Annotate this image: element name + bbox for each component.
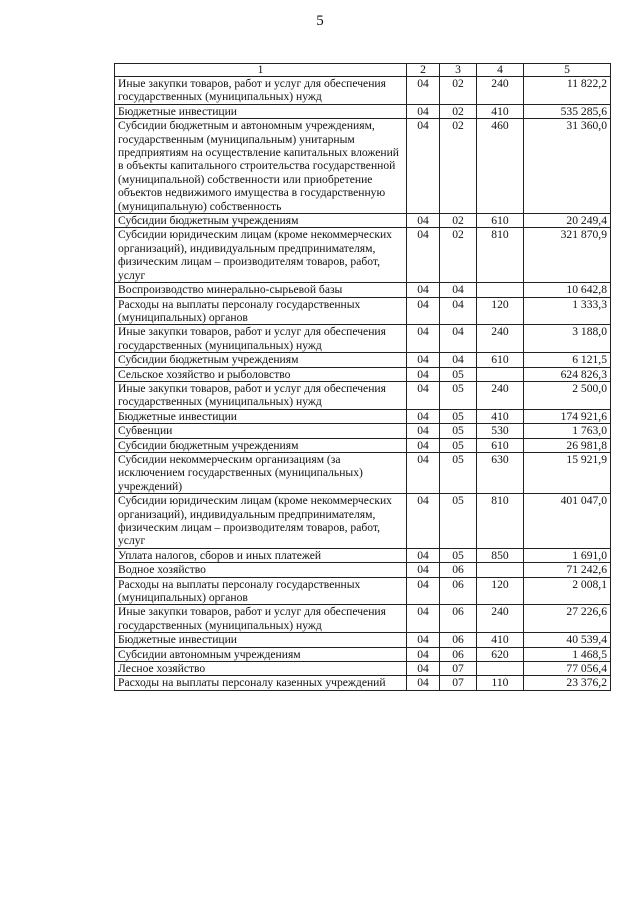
- row-amount-cell: 624 826,3: [524, 367, 611, 381]
- table-row: [115, 548, 611, 562]
- row-amount-cell: 11 822,2: [524, 77, 611, 105]
- table-row: [115, 647, 611, 661]
- row-subsection-cell: 05: [440, 438, 477, 452]
- table-row: [115, 104, 611, 118]
- table-row: [115, 297, 611, 325]
- row-subsection-cell: 06: [440, 605, 477, 633]
- row-subsection-cell: 04: [440, 297, 477, 325]
- row-expense-type-cell: 850: [477, 548, 524, 562]
- row-expense-type-cell: 530: [477, 424, 524, 438]
- row-amount-cell: 6 121,5: [524, 353, 611, 367]
- row-subsection-cell: 02: [440, 119, 477, 214]
- row-expense-type-cell: 120: [477, 297, 524, 325]
- page-number: 5: [316, 13, 324, 29]
- row-expense-type-cell: 810: [477, 228, 524, 283]
- row-section-cell: 04: [407, 676, 440, 690]
- row-section-cell: 04: [407, 647, 440, 661]
- row-subsection-cell: 02: [440, 104, 477, 118]
- table-row: [115, 353, 611, 367]
- budget-table: [114, 63, 611, 691]
- row-expense-type-cell: 620: [477, 647, 524, 661]
- table-row: [115, 283, 611, 297]
- row-expense-type-cell: 630: [477, 452, 524, 493]
- row-name-cell: Сельское хозяйство и рыболовство: [115, 367, 407, 381]
- row-subsection-cell: 05: [440, 367, 477, 381]
- row-name-cell: Водное хозяйство: [115, 563, 407, 577]
- row-name-cell: Воспроизводство минерально-сырьевой базы: [115, 283, 407, 297]
- row-subsection-cell: 05: [440, 381, 477, 409]
- row-amount-cell: 2 008,1: [524, 577, 611, 605]
- row-expense-type-cell: 460: [477, 119, 524, 214]
- table-row: [115, 633, 611, 647]
- row-subsection-cell: 04: [440, 353, 477, 367]
- row-section-cell: 04: [407, 367, 440, 381]
- row-subsection-cell: 06: [440, 633, 477, 647]
- row-amount-cell: 20 249,4: [524, 214, 611, 228]
- column-header-expense-type: 4: [477, 64, 524, 77]
- row-amount-cell: 27 226,6: [524, 605, 611, 633]
- row-expense-type-cell: 120: [477, 577, 524, 605]
- row-amount-cell: 10 642,8: [524, 283, 611, 297]
- row-section-cell: 04: [407, 662, 440, 676]
- row-amount-cell: 321 870,9: [524, 228, 611, 283]
- row-expense-type-cell: 240: [477, 325, 524, 353]
- row-amount-cell: 1 333,3: [524, 297, 611, 325]
- row-name-cell: Бюджетные инвестиции: [115, 633, 407, 647]
- table-row: [115, 494, 611, 549]
- row-name-cell: Субсидии бюджетным учреждениям: [115, 214, 407, 228]
- row-name-cell: Иные закупки товаров, работ и услуг для обеспечения государственных (муниципальных) нужд: [115, 77, 407, 105]
- row-expense-type-cell: 610: [477, 214, 524, 228]
- row-name-cell: Иные закупки товаров, работ и услуг для обеспечения государственных (муниципальных) нужд: [115, 381, 407, 409]
- row-expense-type-cell: [477, 563, 524, 577]
- row-expense-type-cell: 410: [477, 104, 524, 118]
- row-name-cell: Иные закупки товаров, работ и услуг для обеспечения государственных (муниципальных) нужд: [115, 325, 407, 353]
- row-expense-type-cell: [477, 662, 524, 676]
- row-section-cell: 04: [407, 409, 440, 423]
- row-section-cell: 04: [407, 381, 440, 409]
- row-section-cell: 04: [407, 605, 440, 633]
- row-name-cell: Субсидии юридическим лицам (кроме некоммерческих организаций), индивидуальным предпринимателям, физическим лицам – производителям товаров, работ, услуг: [115, 228, 407, 283]
- table-row: [115, 452, 611, 493]
- column-header-subsection: 3: [440, 64, 477, 77]
- row-section-cell: 04: [407, 563, 440, 577]
- row-amount-cell: 1 691,0: [524, 548, 611, 562]
- row-expense-type-cell: 810: [477, 494, 524, 549]
- row-name-cell: Субвенции: [115, 424, 407, 438]
- row-name-cell: Расходы на выплаты персоналу государственных (муниципальных) органов: [115, 297, 407, 325]
- table-body: [115, 77, 611, 691]
- row-amount-cell: 31 360,0: [524, 119, 611, 214]
- row-section-cell: 04: [407, 77, 440, 105]
- table-row: [115, 325, 611, 353]
- row-name-cell: Иные закупки товаров, работ и услуг для обеспечения государственных (муниципальных) нужд: [115, 605, 407, 633]
- row-name-cell: Субсидии юридическим лицам (кроме некоммерческих организаций), индивидуальным предпринимателям, физическим лицам – производителям товаров, работ, услуг: [115, 494, 407, 549]
- table-row: [115, 676, 611, 690]
- row-section-cell: 04: [407, 297, 440, 325]
- row-name-cell: Субсидии автономным учреждениям: [115, 647, 407, 661]
- row-name-cell: Бюджетные инвестиции: [115, 104, 407, 118]
- table-row: [115, 119, 611, 214]
- row-expense-type-cell: 240: [477, 77, 524, 105]
- row-section-cell: 04: [407, 548, 440, 562]
- row-amount-cell: 40 539,4: [524, 633, 611, 647]
- row-expense-type-cell: [477, 367, 524, 381]
- row-section-cell: 04: [407, 577, 440, 605]
- column-header-amount: 5: [524, 64, 611, 77]
- row-name-cell: Расходы на выплаты персоналу государственных (муниципальных) органов: [115, 577, 407, 605]
- row-section-cell: 04: [407, 214, 440, 228]
- row-amount-cell: 26 981,8: [524, 438, 611, 452]
- row-amount-cell: 23 376,2: [524, 676, 611, 690]
- table-row: [115, 77, 611, 105]
- row-section-cell: 04: [407, 283, 440, 297]
- row-expense-type-cell: 410: [477, 633, 524, 647]
- row-section-cell: 04: [407, 104, 440, 118]
- row-subsection-cell: 02: [440, 228, 477, 283]
- table-row: [115, 662, 611, 676]
- table-row: [115, 563, 611, 577]
- row-amount-cell: 401 047,0: [524, 494, 611, 549]
- row-name-cell: Уплата налогов, сборов и иных платежей: [115, 548, 407, 562]
- row-section-cell: 04: [407, 438, 440, 452]
- table-row: [115, 228, 611, 283]
- row-amount-cell: 2 500,0: [524, 381, 611, 409]
- table-row: [115, 367, 611, 381]
- table-row: [115, 409, 611, 423]
- row-name-cell: Бюджетные инвестиции: [115, 409, 407, 423]
- row-name-cell: Субсидии бюджетным учреждениям: [115, 353, 407, 367]
- column-header-name: 1: [115, 64, 407, 77]
- row-subsection-cell: 05: [440, 548, 477, 562]
- row-section-cell: 04: [407, 325, 440, 353]
- row-subsection-cell: 05: [440, 424, 477, 438]
- row-subsection-cell: 06: [440, 647, 477, 661]
- row-expense-type-cell: 110: [477, 676, 524, 690]
- row-subsection-cell: 05: [440, 409, 477, 423]
- table-row: [115, 214, 611, 228]
- row-name-cell: Лесное хозяйство: [115, 662, 407, 676]
- row-expense-type-cell: [477, 283, 524, 297]
- row-amount-cell: 174 921,6: [524, 409, 611, 423]
- header-row: [115, 64, 611, 77]
- row-section-cell: 04: [407, 424, 440, 438]
- row-amount-cell: 77 056,4: [524, 662, 611, 676]
- row-section-cell: 04: [407, 119, 440, 214]
- row-amount-cell: 71 242,6: [524, 563, 611, 577]
- row-subsection-cell: 06: [440, 577, 477, 605]
- row-subsection-cell: 04: [440, 325, 477, 353]
- row-section-cell: 04: [407, 494, 440, 549]
- row-section-cell: 04: [407, 353, 440, 367]
- table-row: [115, 381, 611, 409]
- row-amount-cell: 1 468,5: [524, 647, 611, 661]
- row-name-cell: Субсидии некоммерческим организациям (за исключением государственных (муниципальных) учреждений): [115, 452, 407, 493]
- row-expense-type-cell: 610: [477, 438, 524, 452]
- row-amount-cell: 535 285,6: [524, 104, 611, 118]
- row-subsection-cell: 05: [440, 452, 477, 493]
- row-name-cell: Расходы на выплаты персоналу казенных учреждений: [115, 676, 407, 690]
- row-expense-type-cell: 610: [477, 353, 524, 367]
- table-row: [115, 438, 611, 452]
- row-amount-cell: 1 763,0: [524, 424, 611, 438]
- table-row: [115, 577, 611, 605]
- row-subsection-cell: 07: [440, 662, 477, 676]
- table-header: [115, 64, 611, 77]
- row-subsection-cell: 02: [440, 77, 477, 105]
- row-subsection-cell: 02: [440, 214, 477, 228]
- table-row: [115, 605, 611, 633]
- row-subsection-cell: 05: [440, 494, 477, 549]
- row-subsection-cell: 04: [440, 283, 477, 297]
- row-expense-type-cell: 240: [477, 605, 524, 633]
- row-section-cell: 04: [407, 452, 440, 493]
- row-amount-cell: 15 921,9: [524, 452, 611, 493]
- row-subsection-cell: 06: [440, 563, 477, 577]
- column-header-section: 2: [407, 64, 440, 77]
- row-name-cell: Субсидии бюджетным учреждениям: [115, 438, 407, 452]
- row-subsection-cell: 07: [440, 676, 477, 690]
- table-row: [115, 424, 611, 438]
- row-expense-type-cell: 240: [477, 381, 524, 409]
- row-name-cell: Субсидии бюджетным и автономным учреждениям, государственным (муниципальным) унитарным предприятиям на осуществление капитальных вложений в объекты капитального строительства государственной (муниципальной) собственности или приобретение объектов недвижимого имущества в государственную (муниципальную) собственность: [115, 119, 407, 214]
- row-expense-type-cell: 410: [477, 409, 524, 423]
- row-section-cell: 04: [407, 633, 440, 647]
- row-amount-cell: 3 188,0: [524, 325, 611, 353]
- row-section-cell: 04: [407, 228, 440, 283]
